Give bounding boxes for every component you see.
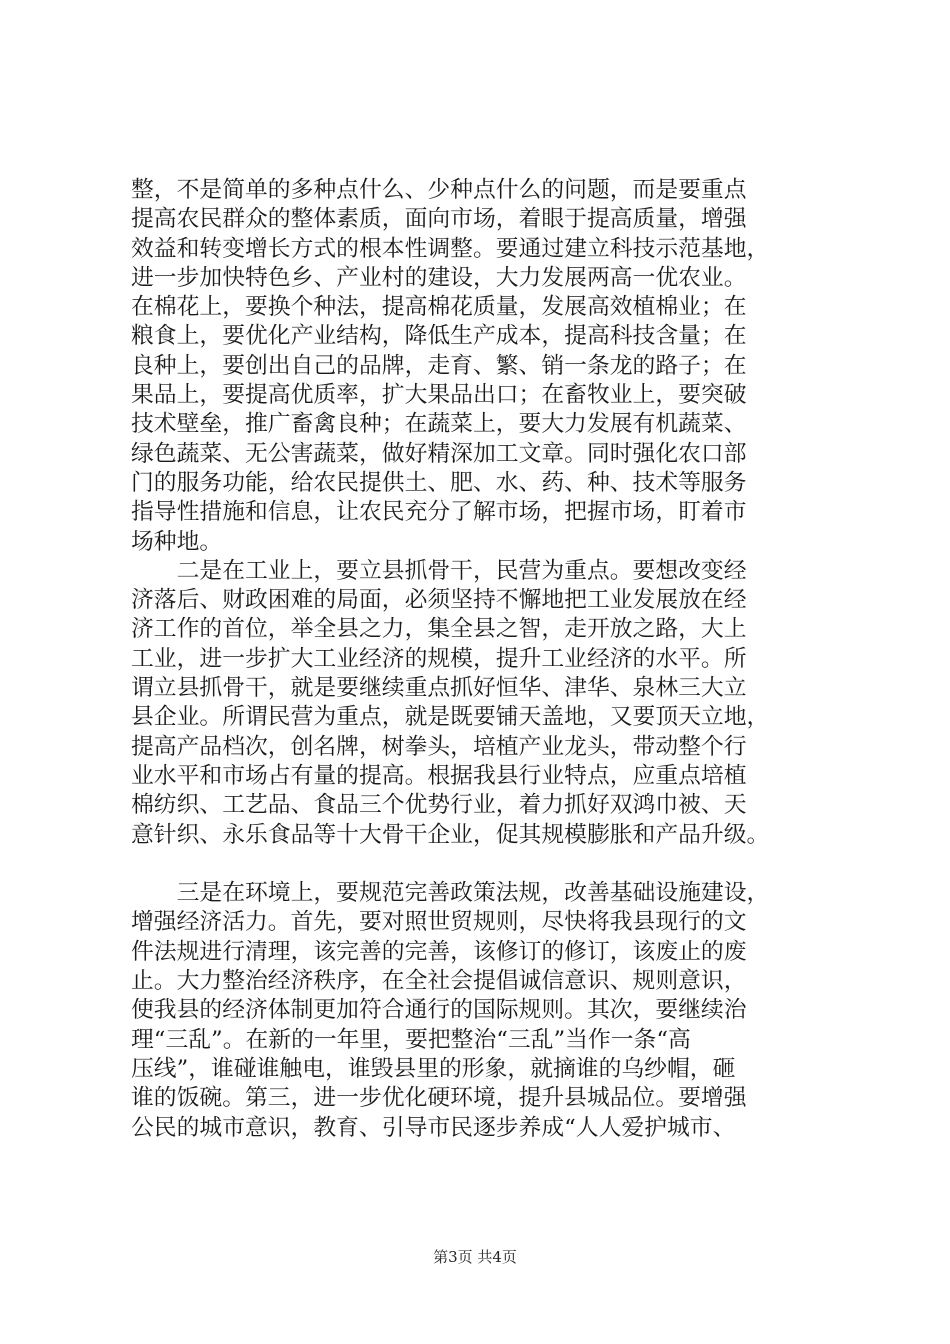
text-line: 业水平和市场占有量的提高。根据我县行业特点，应重点培植 (131, 762, 747, 789)
text-line: 理“三乱”。在新的一年里，要把整治“三乱”当作一条“高 (131, 1026, 691, 1053)
page-footer: 第3页 共4页 (433, 1248, 517, 1266)
text-line: 果品上，要提高优质率，扩大果品出口；在畜牧业上，要突破 (131, 382, 747, 409)
text-line: 三是在环境上，要规范完善政策法规，改善基础设施建设， (131, 880, 770, 907)
text-line: 良种上，要创出自己的品牌，走育、繁、销一条龙的路子；在 (131, 352, 747, 379)
text-line: 使我县的经济体制更加符合通行的国际规则。其次，要继续治 (131, 997, 747, 1024)
text-line: 提高农民群众的整体素质，面向市场，着眼于提高质量，增强 (131, 206, 747, 233)
text-line: 压线”，谁碰谁触电，谁毁县里的形象，就摘谁的乌纱帽，砸 (131, 1055, 736, 1082)
text-line: 指导性措施和信息，让农民充分了解市场，把握市场，盯着市 (131, 499, 747, 526)
text-line: 在棉花上，要换个种法，提高棉花质量，发展高效植棉业；在 (131, 294, 747, 321)
text-line: 棉纺织、工艺品、食品三个优势行业，着力抓好双鸿巾被、天 (131, 792, 747, 819)
text-line: 济工作的首位，举全县之力，集全县之智，走开放之路，大上 (131, 616, 747, 643)
text-line: 谁的饭碗。第三，进一步优化硬环境，提升县城品位。要增强 (131, 1085, 747, 1112)
text-line: 济落后、财政困难的局面，必须坚持不懈地把工业发展放在经 (131, 587, 747, 614)
text-line: 粮食上，要优化产业结构，降低生产成本，提高科技含量；在 (131, 323, 747, 350)
text-line: 县企业。所谓民营为重点，就是既要铺天盖地，又要顶天立地， (131, 704, 770, 731)
text-line: 提高产品档次，创名牌，树拳头，培植产业龙头，带动整个行 (131, 733, 747, 760)
text-line: 谓立县抓骨干，就是要继续重点抓好恒华、津华、泉林三大立 (131, 675, 747, 702)
text-line: 场种地。 (131, 528, 223, 555)
text-line: 增强经济活力。首先，要对照世贸规则，尽快将我县现行的文 (131, 909, 747, 936)
text-line: 整，不是简单的多种点什么、少种点什么的问题，而是要重点 (131, 177, 747, 203)
text-line: 意针织、永乐食品等十大骨干企业，促其规模膨胀和产品升级。 (131, 821, 770, 848)
text-line: 件法规进行清理，该完善的完善，该修订的修订，该废止的废 (131, 938, 747, 965)
text-line: 公民的城市意识，教育、引导市民逐步养成“人人爱护城市、 (131, 1114, 736, 1141)
text-line: 技术壁垒，推广畜禽良种；在蔬菜上，要大力发展有机蔬菜、 (131, 411, 747, 438)
body-text (131, 176, 831, 1143)
text-line: 二是在工业上，要立县抓骨干，民营为重点。要想改变经 (131, 557, 747, 584)
paragraph-gap (131, 850, 831, 879)
text-line: 进一步加快特色乡、产业村的建设，大力发展两高一优农业。 (131, 264, 747, 291)
text-line: 止。大力整治经济秩序，在全社会提倡诚信意识、规则意识， (131, 968, 747, 995)
text-line: 绿色蔬菜、无公害蔬菜，做好精深加工文章。同时强化农口部 (131, 440, 747, 467)
text-line: 工业，进一步扩大工业经济的规模，提升工业经济的水平。所 (131, 645, 747, 672)
text-line: 效益和转变增长方式的根本性调整。要通过建立科技示范基地， (131, 235, 770, 262)
text-line: 门的服务功能，给农民提供土、肥、水、药、种、技术等服务 (131, 469, 747, 496)
